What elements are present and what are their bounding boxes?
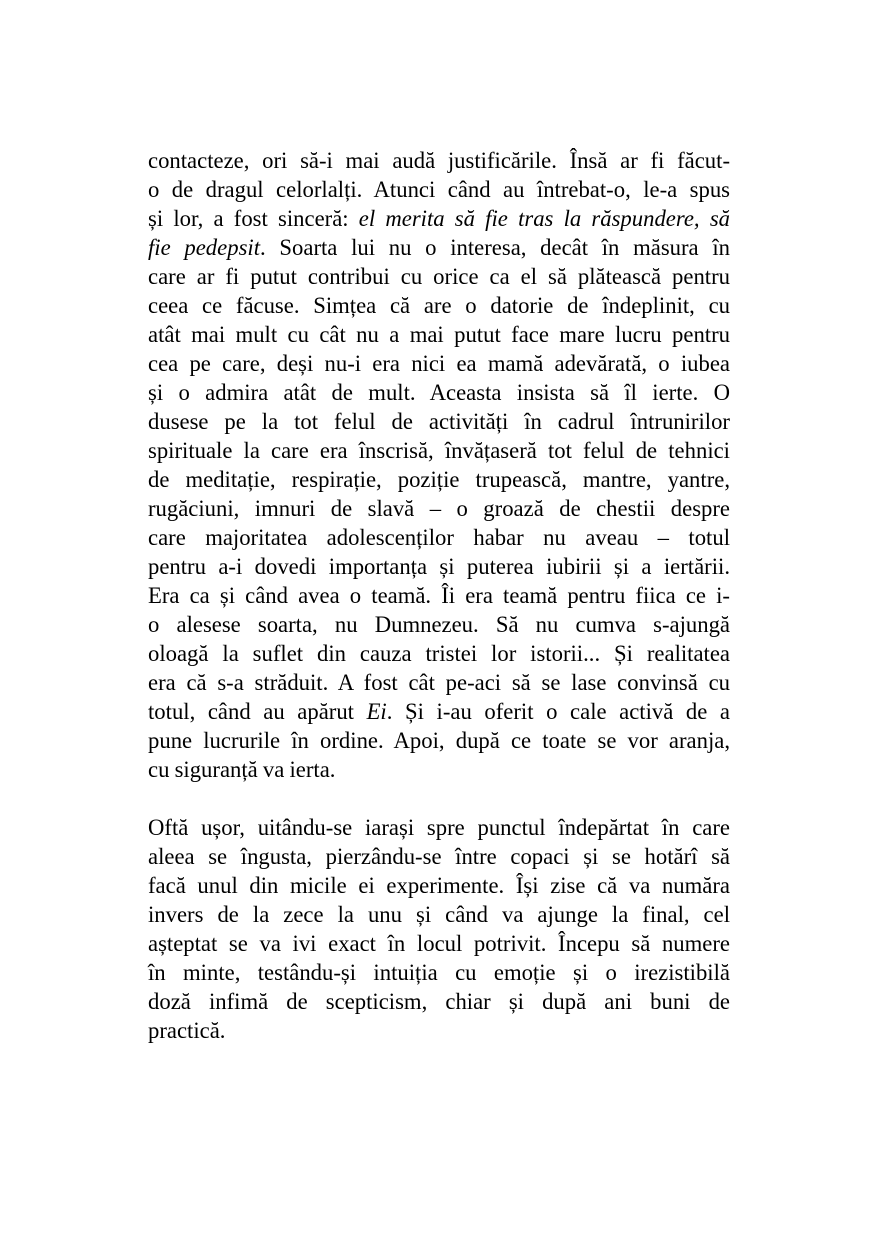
text-line	[148, 204, 730, 233]
text-segment: pentru a-i dovedi importanța și puterea iubirii și a iertării.	[148, 554, 730, 579]
text-segment-italic: Ei	[366, 699, 387, 724]
text-segment: oloagă la suflet din cauza tristei lor istorii... Și realitatea	[148, 641, 730, 666]
text-segment: atât mai mult cu cât nu a mai putut face mare lucru pentru	[148, 322, 730, 347]
text-line	[148, 262, 730, 291]
paragraph	[148, 146, 730, 784]
text-segment: contacteze, ori să-i mai audă justificările. Însă ar fi făcut-	[148, 148, 730, 173]
text-line	[148, 378, 730, 407]
text-segment-italic: el merita să fie tras la răspundere, să	[358, 206, 730, 231]
text-segment: cea pe care, deși nu-i era nici ea mamă adevărată, o iubea	[148, 351, 730, 376]
text-line	[148, 871, 730, 900]
text-segment: o de dragul celorlalți. Atunci când au întrebat-o, le-a spus	[148, 177, 730, 202]
text-line	[148, 407, 730, 436]
text-line	[148, 349, 730, 378]
text-line	[148, 465, 730, 494]
paragraph	[148, 813, 730, 1045]
text-segment: în minte, testându-și intuiția cu emoție și o irezistibilă	[148, 960, 730, 985]
text-segment: care ar fi putut contribui cu orice ca el să plătească pentru	[148, 264, 730, 289]
text-line	[148, 639, 730, 668]
text-segment: o alesese soarta, nu Dumnezeu. Să nu cumva s-ajungă	[148, 612, 730, 637]
text-line	[148, 726, 730, 755]
text-segment: și o admira atât de mult. Aceasta insista să îl ierte. O	[148, 380, 730, 405]
text-line	[148, 175, 730, 204]
text-line	[148, 697, 730, 726]
text-segment: Oftă ușor, uitându-se iarași spre punctul îndepărtat în care	[148, 815, 730, 840]
text-segment: și lor, a fost sinceră:	[148, 206, 359, 231]
text-line	[148, 581, 730, 610]
text-segment: așteptat se va ivi exact în locul potrivit. Începu să numere	[148, 931, 730, 956]
page-text-block	[148, 146, 730, 1045]
text-line	[148, 929, 730, 958]
text-segment: rugăciuni, imnuri de slavă – o groază de chestii despre	[148, 496, 730, 521]
text-line	[148, 668, 730, 697]
text-segment: totul, când au apărut	[148, 699, 367, 724]
text-line	[148, 900, 730, 929]
text-line	[148, 523, 730, 552]
text-segment: de meditație, respirație, poziție trupească, mantre, yantre,	[148, 467, 730, 492]
text-segment: ceea ce făcuse. Simțea că are o datorie de îndeplinit, cu	[148, 293, 730, 318]
text-segment: pune lucrurile în ordine. Apoi, după ce toate se vor aranja,	[148, 728, 730, 753]
text-line	[148, 842, 730, 871]
text-segment: invers de la zece la unu și când va ajunge la final, cel	[148, 902, 730, 927]
text-line	[148, 987, 730, 1016]
text-segment: cu siguranță va ierta.	[148, 757, 336, 782]
text-line	[148, 1016, 730, 1045]
text-line	[148, 755, 730, 784]
text-line	[148, 146, 730, 175]
text-line	[148, 494, 730, 523]
text-line	[148, 610, 730, 639]
text-segment: facă unul din micile ei experimente. Își zise că va număra	[148, 873, 730, 898]
text-line	[148, 958, 730, 987]
text-segment: dusese pe la tot felul de activități în cadrul întrunirilor	[148, 409, 730, 434]
text-line	[148, 436, 730, 465]
text-segment: era că s-a străduit. A fost cât pe-aci să se lase convinsă cu	[148, 670, 730, 695]
text-segment: spirituale la care era înscrisă, învățaseră tot felul de tehnici	[148, 438, 730, 463]
text-segment: practică.	[148, 1018, 226, 1043]
text-line	[148, 291, 730, 320]
text-line	[148, 552, 730, 581]
text-segment: Era ca și când avea o teamă. Îi era teamă pentru fiica ce i-	[148, 583, 730, 608]
text-segment: aleea se îngusta, pierzându-se între copaci și se hotărî să	[148, 844, 730, 869]
text-segment: doză infimă de scepticism, chiar și după ani buni de	[148, 989, 730, 1014]
text-segment: . Soarta lui nu o interesa, decât în măsura în	[260, 235, 730, 260]
text-line	[148, 320, 730, 349]
text-segment-italic: fie pedepsit	[148, 235, 261, 260]
text-segment: . Și i-au oferit o cale activă de a	[386, 699, 730, 724]
text-line	[148, 233, 730, 262]
text-line	[148, 813, 730, 842]
text-segment: care majoritatea adolescenților habar nu aveau – totul	[148, 525, 730, 550]
